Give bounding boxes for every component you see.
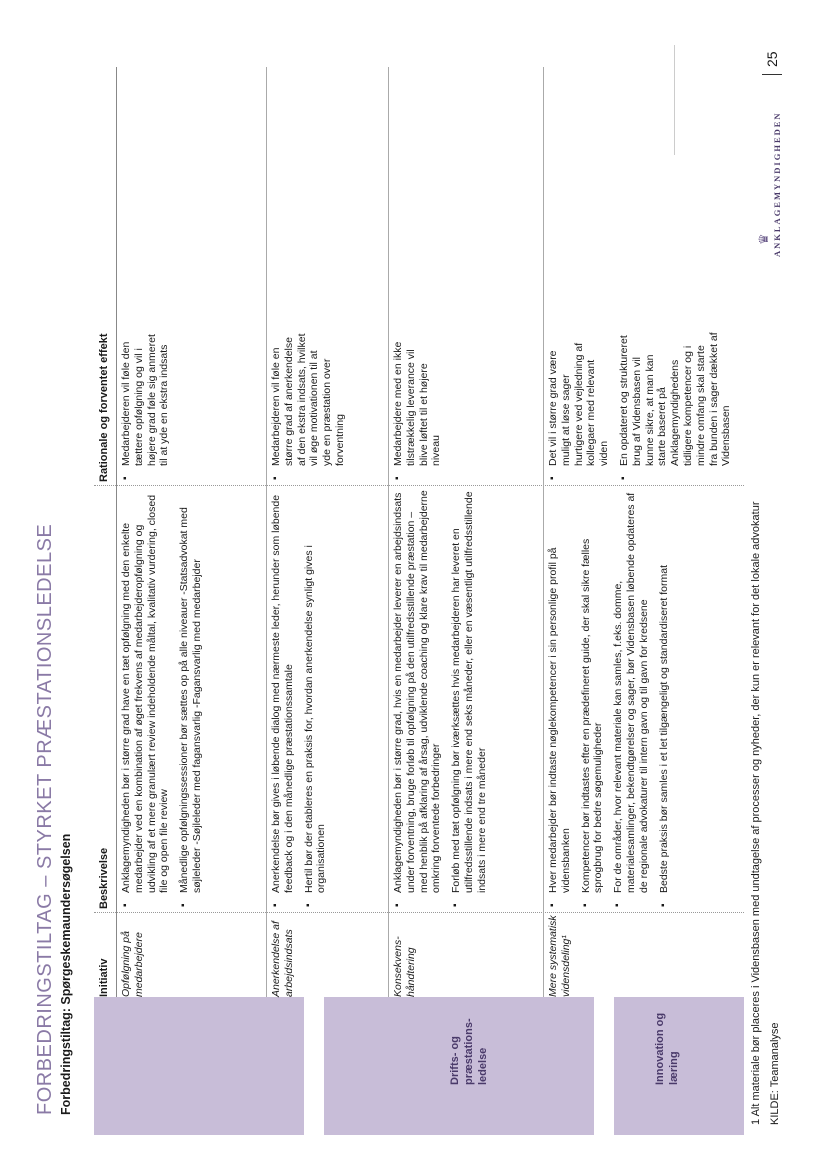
initiative-name: Opfølgning på medarbejdere <box>120 931 145 997</box>
rationale-cell <box>120 332 178 482</box>
divider <box>674 45 675 155</box>
category-drift: Drifts- og præstations-ledelse <box>449 1018 489 1085</box>
initiative-name: Mere systematisk vidensdeling¹ <box>547 915 572 997</box>
description-bullet: ▪ Anklagemyndigheden bør i større grad, hvis en medarbejder leverer en arbejdsindsats under forventning, bruge forløb til opfølgning på den utilfredsstillende præstation – med henblik på afklaring af årsag, udviklende coaching og klare krav til medarbejderne omkring forventede forbedringer <box>392 489 443 909</box>
description-cell <box>120 489 211 909</box>
table-row <box>116 67 267 997</box>
table-header <box>94 67 117 997</box>
rationale-cell <box>547 332 740 482</box>
category-innovation: Innovation og læring <box>654 1012 680 1085</box>
initiatives-table <box>94 67 744 997</box>
description-bullet: ▪ Anerkendelse bør gives i løbende dialog med nærmeste leder, herunder som løbende feedback og i den månedlige præstationssamtale <box>270 489 296 909</box>
header-rationale: Rationale og forventet effekt <box>98 333 110 482</box>
divider <box>762 74 782 75</box>
table-row <box>388 67 544 997</box>
description-cell <box>270 489 335 909</box>
page <box>34 35 794 1135</box>
page-title: FORBEDRINGSTILTAG – STYRKET PRÆSTATIONSLEDELSE <box>34 523 56 1115</box>
rationale-bullet: ▪ Medarbejderen vil føle den tættere opfølgning og vil i højere grad føle sig anmeret til at yde en ekstra indsats <box>120 332 171 482</box>
category-band <box>94 997 304 1135</box>
crown-icon: ♛ <box>756 233 771 245</box>
rationale-bullet: ▪ Det vil i større grad være muligt at løse sager hurtigere ved vejledning af kollegaer med relevant viden <box>547 332 611 482</box>
description-bullet: ▪ Kompetencer bør indtastes efter en prædefineret guide, der skal sikre fælles sprogbrug for bedre søgemuligheder <box>580 489 606 909</box>
description-bullet: ▪ Månedlige opfølgningssessioner bør sættes op på alle niveauer -Statsadvokat med søjleleder -Søjleleder med fagansvarlig -Fagansvarlig med medarbejder <box>178 489 204 909</box>
header-beskrivelse: Beskrivelse <box>98 847 110 909</box>
description-bullet: ▪ For de områder, hvor relevant materiale kan samles, f.eks. domme, materialesamlinger, bekendtgørelser og sager, bør Vidensbasen løbende opdateres af de regionale advokaturer til intern gavn og til gavn for kredsene <box>612 489 650 909</box>
description-bullet: ▪ Bedste praksis bør samles i et let tilgængeligt og standardiseret format <box>658 489 671 909</box>
header-initiativ: Initiativ <box>98 958 110 997</box>
description-bullet: ▪ Hver medarbejder bør indtaste nøglekompetencer i sin personlige profil på vidensbanken <box>547 489 573 909</box>
description-cell <box>392 489 496 909</box>
table-row <box>266 67 389 997</box>
rationale-cell <box>270 332 354 482</box>
description-cell <box>547 489 677 909</box>
initiative-name: Konsekvens-håndtering <box>392 936 417 997</box>
rationale-cell <box>392 332 450 482</box>
page-number: 25 <box>764 51 780 67</box>
initiative-name: Anerkendelse af arbejdsindsats <box>270 921 295 997</box>
rationale-bullet: ▪ Medarbejdere med en ikke tilstrækkelig leverance vil blive løftet til et højere niveau <box>392 332 443 482</box>
description-bullet: ▪ Hertil bør der etableres en praksis for, hvordan anerkendelse synligt gives i organisationen <box>303 489 329 909</box>
page-subtitle: Forbedringstiltag: Spørgeskemaundersøgelsen <box>59 833 73 1115</box>
description-bullet: ▪ Anklagemyndigheden bør i større grad have en tæt opfølgning med den enkelte medarbejder ved en kombination af øget frekvens af medarbejderopfølgning og udvikling af et mere granulært review indeholdende måltal, kvalitativ vurdering, closed file og open file review <box>120 489 171 909</box>
logo: ANKLAGEMYNDIGHEDEN <box>772 111 782 257</box>
table-row <box>543 67 744 997</box>
description-bullet: ▪ Forløb med tæt opfølgning bør iværksættes hvis medarbejderen har leveret en utilfredsstillende indsats i mere end seks måneder, eller en væsentligt utilfredsstillende indsats i mere end tre måneder <box>450 489 488 909</box>
source-note: KILDE: Teamanalyse <box>769 1022 781 1125</box>
rationale-bullet: ▪ Medarbejderen vil føle en større grad af anerkendelse af den ekstra indsats, hvilket vil øge motivationen til at yde en præstation over forventning <box>270 332 347 482</box>
rationale-bullet: ▪ En opdateret og struktureret brug af Vidensbasen vil kunne sikre, at man kan starte baseret på Anklagemyndighedens tidligere kompetencer og i mindre omfang skal starte fra bunden i sager dækket af Vidensbasen <box>618 332 733 482</box>
footnote: 1 Alt materiale bør placeres i Vidensbasen med undtagelse af processer og nyheder, der kun er relevant for det lokale advokatur <box>750 501 762 1125</box>
